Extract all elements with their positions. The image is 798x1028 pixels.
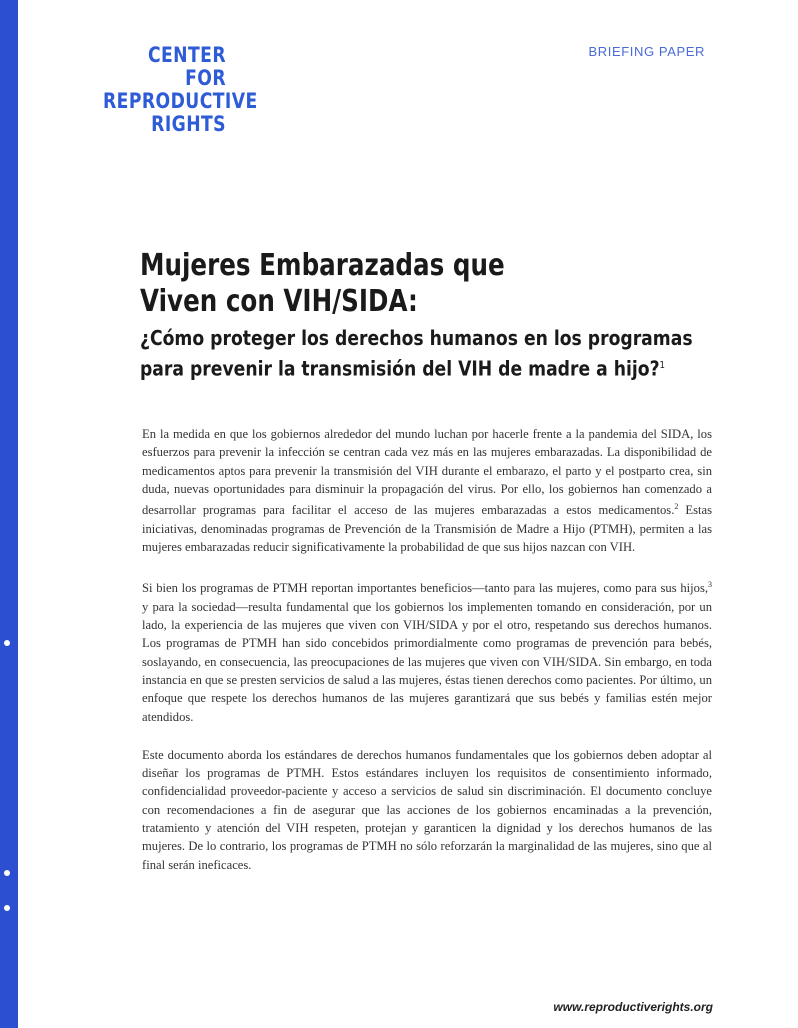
scan-spot bbox=[4, 905, 10, 911]
logo-line: CENTER bbox=[147, 43, 226, 67]
title-line-1: Mujeres Embarazadas que bbox=[140, 248, 505, 283]
logo-line: REPRODUCTIVE bbox=[103, 89, 258, 113]
paragraph-text: En la medida en que los gobiernos alrededor del mundo luchan por hacerle frente a la pandemia del SIDA, los esfuerzos para prevenir la infección se centran cada vez más en las mujeres embarazadas. La disponibilidad de medicamentos aptos para prevenir la transmisión del VIH durante el embarazo, el parto y el postparto crea, sin duda, nuevas oportunidades para disminuir la propagación del virus. Por ello, los gobiernos han comenzado a desarrollar programas para facilitar el acceso de las mujeres embarazadas a estos medicamentos. bbox=[142, 427, 712, 518]
blue-edge-strip bbox=[0, 0, 18, 1028]
scan-spot bbox=[4, 870, 10, 876]
footnote-marker: 1 bbox=[659, 360, 666, 371]
paragraph: Este documento aborda los estándares de derechos humanos fundamentales que los gobiernos deben adoptar al diseñar los programas de PTMH. Estos estándares incluyen los requisitos de consentimiento informado, confidencialidad proveedor-paciente y acceso a servicios de salud sin discriminación. El documento concluye con recomendaciones a fin de asegurar que las acciones de los gobiernos encaminadas a la prevención, tratamiento y atención del VIH respeten, protejan y garanticen la dignidad y los derechos humanos de las mujeres. De lo contrario, los programas de PTMH no sólo reforzarán la marginalidad de las mujeres, sino que al final serán ineficaces. bbox=[142, 747, 712, 872]
paragraph-text: Estas iniciativas, denominadas programas de Prevención de la Transmisión de Madre a Hijo (PTMH), permiten a las mujeres embarazadas reducir significativamente la probabilidad de que sus hijos nazcan con VIH. bbox=[142, 503, 712, 554]
paragraph-text: Si bien los programas de PTMH reportan importantes beneficios—tanto para las mujeres, como para sus hijos, bbox=[142, 581, 708, 596]
logo-line: FOR bbox=[185, 66, 226, 90]
website-url: www.reproductiverights.org bbox=[553, 1000, 713, 1014]
footnote-marker: 3 bbox=[708, 580, 712, 590]
title-line-2: Viven con VIH/SIDA: bbox=[140, 284, 418, 319]
subtitle-text: ¿Cómo proteger los derechos humanos en los programas para prevenir la transmisión del VIH de madre a hijo? bbox=[140, 326, 693, 381]
footnote-marker: 2 bbox=[674, 502, 679, 512]
organization-logo bbox=[103, 43, 258, 136]
body-text bbox=[142, 425, 712, 894]
subtitle bbox=[140, 324, 725, 383]
paragraph bbox=[142, 425, 712, 556]
paragraph bbox=[142, 576, 712, 726]
paragraph-text: y para la sociedad—resulta fundamental que los gobiernos los implementen tomando en consideración, por un lado, la experiencia de las mujeres que viven con VIH/SIDA y por el otro, respetando sus derechos humanos. Los programas de PTMH han sido concebidos primordialmente como programas de prevención para bebés, soslayando, en consecuencia, las preocupaciones de las mujeres que viven con VIH/SIDA. Sin embargo, en toda instancia en que se presten servicios de salud a las mujeres, éstas tienen derechos como pacientes. Por último, un enfoque que respete los derechos humanos de las mujeres garantizará que sus bebés y familias estén mejor atendidos. bbox=[142, 599, 712, 724]
document-type-label: BRIEFING PAPER bbox=[588, 44, 705, 59]
document-title bbox=[140, 248, 740, 383]
logo-line: RIGHTS bbox=[151, 112, 226, 136]
scan-spot bbox=[4, 640, 10, 646]
